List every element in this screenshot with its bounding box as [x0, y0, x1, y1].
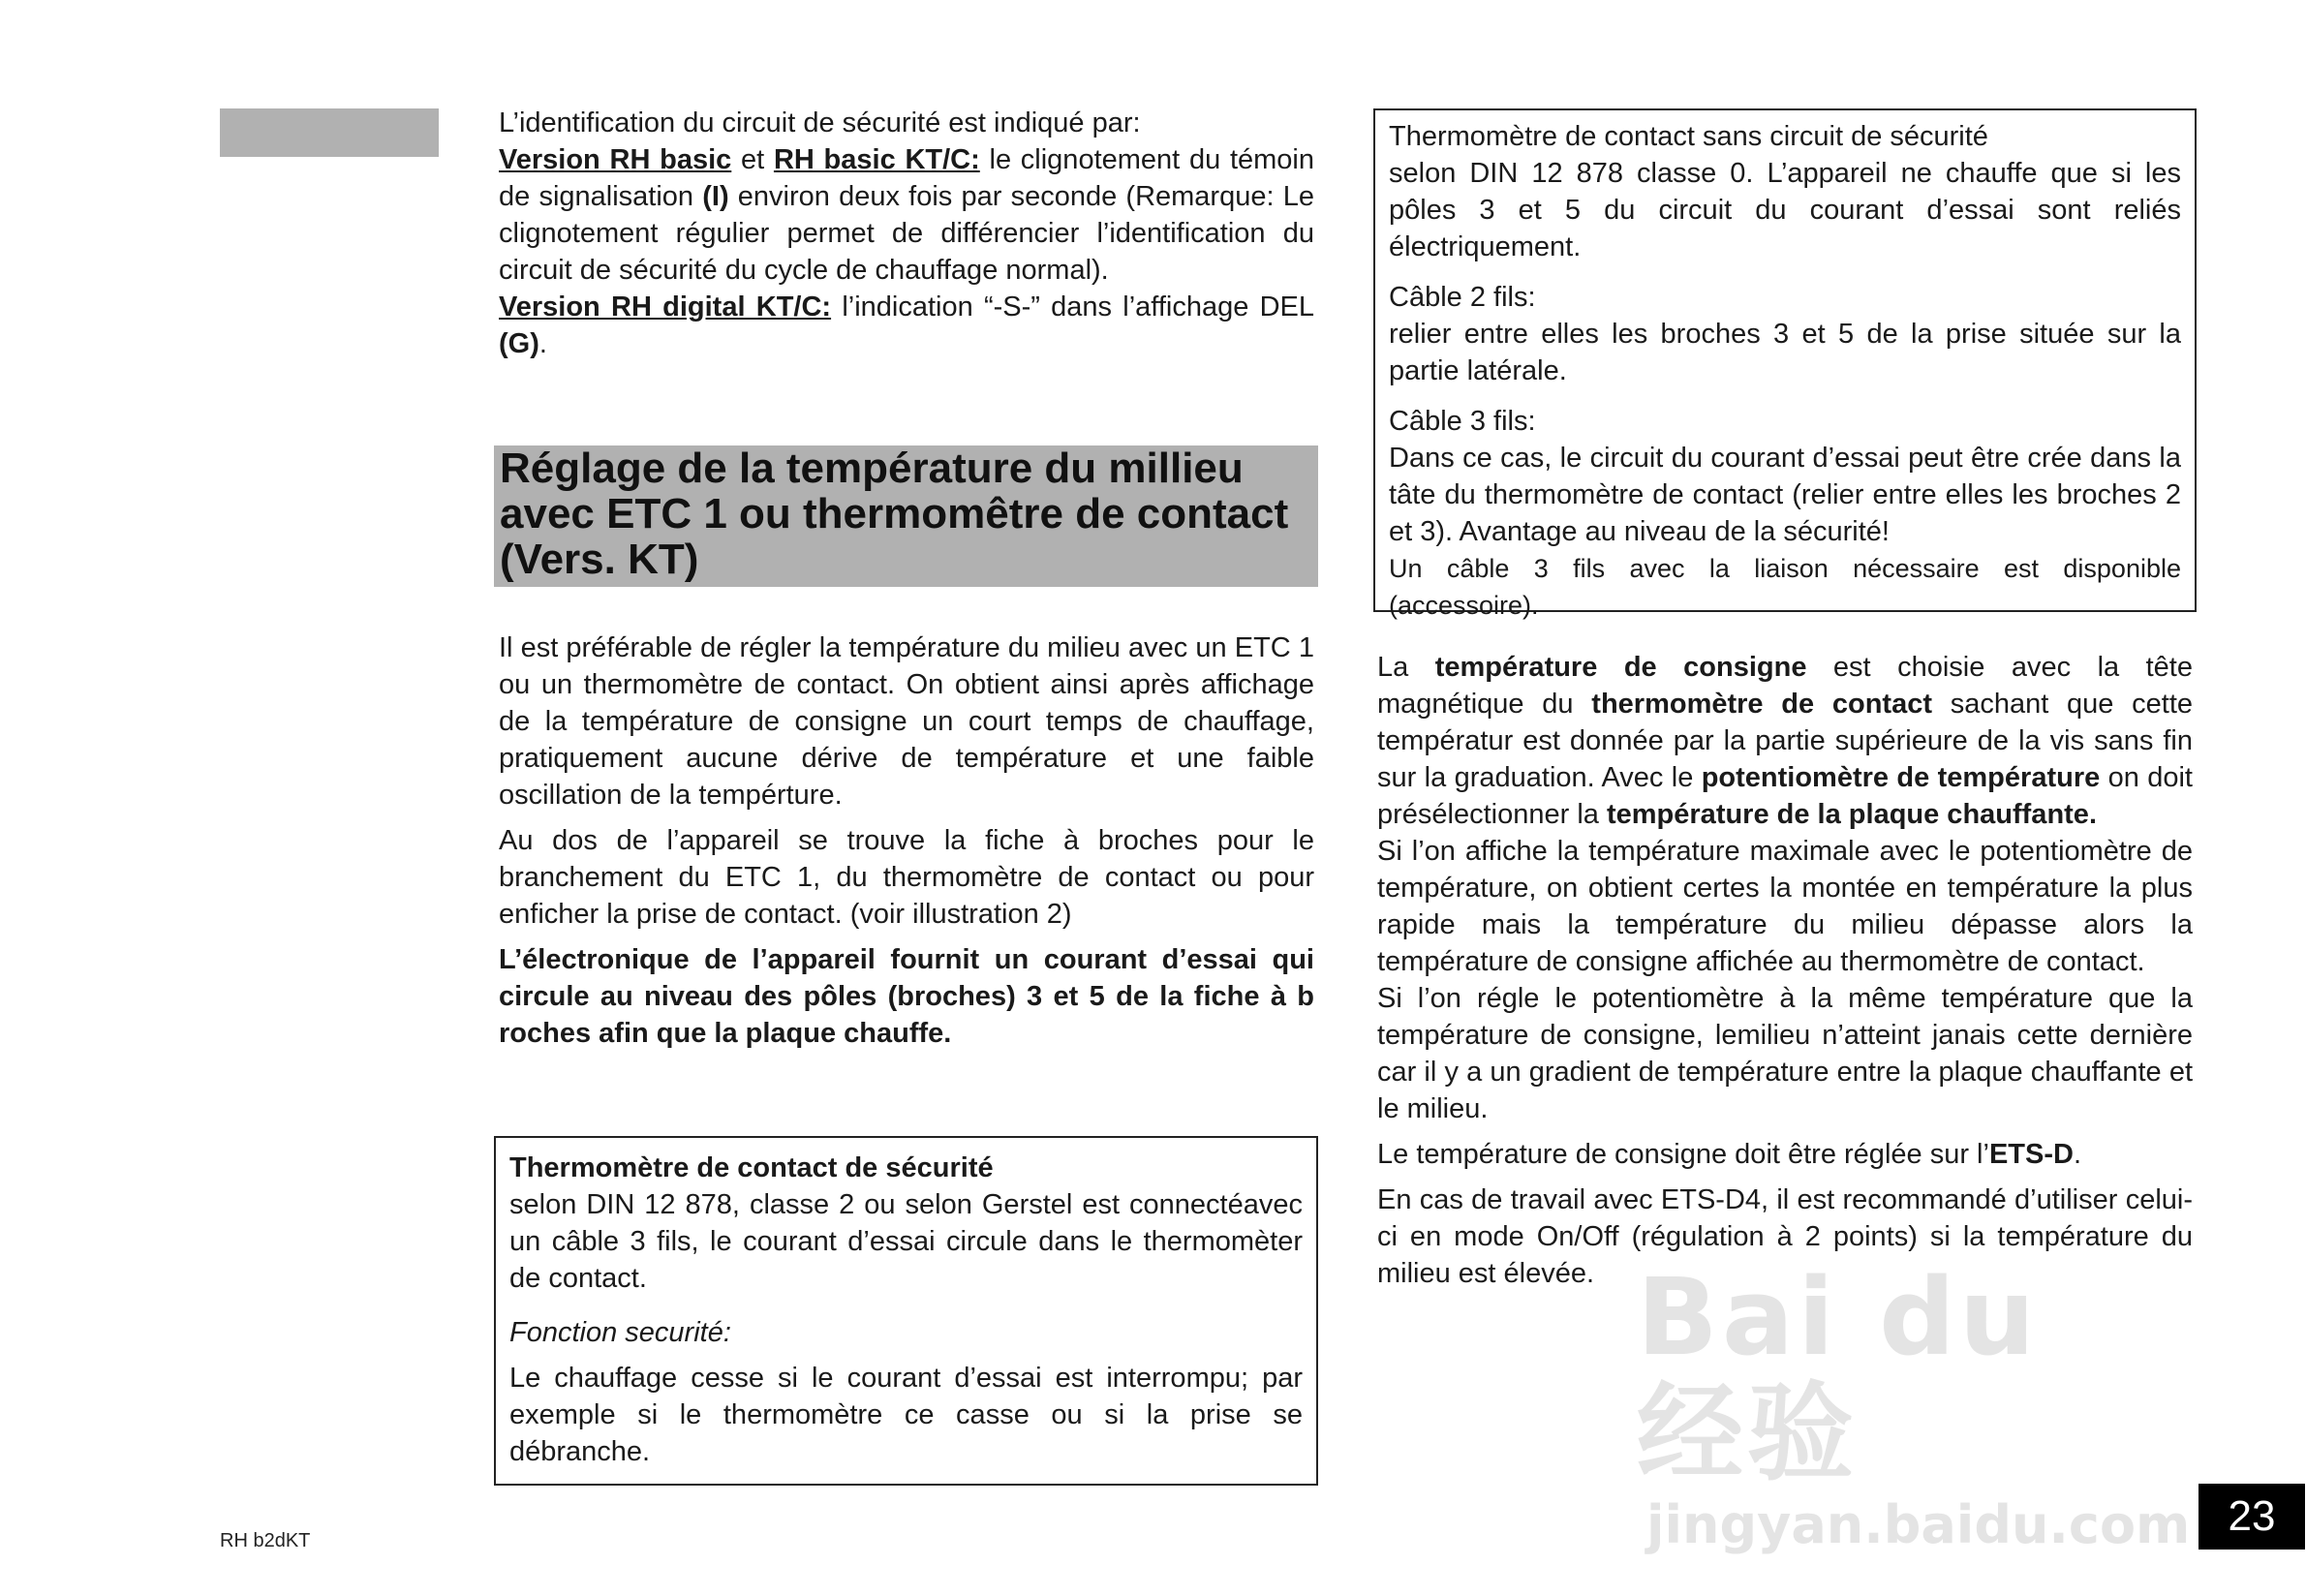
safety-thermometer-box — [494, 1136, 1318, 1486]
version-digital-paragraph: Version RH digital KT/C: l’indication “-S-” dans l’affichage DEL (G). — [499, 292, 1315, 359]
body-paragraph: Il est préférable de régler la température du milieu avec un ETC 1 ou un thermomètre de contact. On obtient ainsi après affichage de la température de consigne un court temps de chauffage, pratiquement aucune dérive de température et une faible oscillation de la tempérture. — [499, 632, 1314, 811]
intro-text: L’identification du circuit de sécurité est indiqué par: — [499, 107, 1141, 138]
baidu-watermark: Bai du 经验 jingyan.baidu.com — [1637, 1255, 2191, 1555]
body-paragraph: Si l’on régle le potentiomètre à la même température que la température de consigne, lemilieu n’atteint janais cette dernière car il y a un gradient de température entre la plaque chauffante et le milieu. — [1377, 983, 2193, 1124]
box-title: Thermomètre de contact sans circuit de sécurité — [1389, 121, 1988, 152]
cable-3-note: Un câble 3 fils avec la liaison nécessaire est disponible (accessoire). — [1389, 554, 2181, 620]
cable-2-label: Câble 2 fils: — [1389, 282, 1536, 313]
left-body-text — [499, 629, 1314, 1052]
cable-2-text: relier entre elles les broches 3 et 5 de la prise située sur la partie latérale. — [1389, 319, 2181, 386]
body-paragraph: En cas de travail avec ETS-D4, il est recommandé d’utiliser celui-ci en mode On/Off (régulation à 2 points) si la température du milieu est élevée. — [1377, 1184, 2193, 1289]
bold-paragraph: L’électronique de l’appareil fournit un courant d’essai qui circule au niveau des pôles (broches) 3 et 5 de la fiche à b roches afin que la plaque chauffe. — [499, 944, 1314, 1049]
version-basic-kt-label: RH basic KT/C: — [773, 144, 980, 175]
body-paragraph: Au dos de l’appareil se trouve la fiche à broches pour le branchement du ETC 1, du thermomètre de contact ou pour enficher la prise de contact. (voir illustration 2) — [499, 825, 1314, 930]
cable-3-label: Câble 3 fils: — [1389, 406, 1536, 437]
safety-indication-section — [499, 105, 1314, 362]
ets-paragraph: Le température de consigne doit être réglée sur l’ETS-D. — [1377, 1139, 2081, 1170]
version-basic-paragraph: Version RH basic et RH basic KT/C: le clignotement du témoin de signalisation (I) environ deux fois par seconde (Remarque: Le clignotement régulier permet de différencier l’identification du circuit de sécurité du cycle de chauffage normal). — [499, 144, 1314, 286]
page-number: 23 — [2198, 1484, 2305, 1550]
box-text: selon DIN 12 878 classe 0. L’appareil ne chauffe que si les pôles 3 et 5 du circuit du courant d’essai sont reliés électriquement. — [1389, 158, 2181, 262]
cable-3-text: Dans ce cas, le circuit du courant d’essai peut être crée dans la tâte du thermomètre de contact (relier entre elles les broches 2 et 3). Avantage au niveau de la sécurité! — [1389, 443, 2181, 547]
right-body-text — [1377, 649, 2193, 1292]
box-title: Thermomètre de contact de sécurité — [509, 1152, 994, 1183]
no-safety-thermometer-box — [1373, 108, 2197, 620]
box-text: selon DIN 12 878, classe 2 ou selon Gerstel est connectéavec un câble 3 fils, le courant d’essai circule dans le thermomèter de contact. — [509, 1189, 1303, 1294]
version-basic-label: Version RH basic — [499, 144, 732, 175]
version-digital-label: Version RH digital KT/C: — [499, 292, 832, 322]
body-paragraph: Si l’on affiche la température maximale avec le potentiomètre de température, on obtient certes la montée en température la plus rapide mais la température du milieu dépasse alors la température de consigne affichée au thermomètre de contact. — [1377, 836, 2193, 977]
section-heading: Réglage de la température du millieu avec ETC 1 ou thermomêtre de contact (Vers. KT) — [500, 445, 1289, 583]
section-heading-box — [494, 445, 1318, 587]
section-marker-tab — [220, 108, 439, 157]
function-label: Fonction securité: — [509, 1317, 731, 1348]
document-code: RH b2dKT — [220, 1530, 311, 1551]
function-text: Le chauffage cesse si le courant d’essai est interrompu; par exemple si le thermomètre ce casse ou si la prise se débranche. — [509, 1363, 1303, 1467]
setpoint-paragraph: La température de consigne est choisie avec la tête magnétique du thermomètre de contact sachant que cette températur est donnée par la partie supérieure de la vis sans fin sur la graduation. Avec le potentiomètre de température on doit présélectionner la température de la plaque chauffante. — [1377, 652, 2193, 830]
